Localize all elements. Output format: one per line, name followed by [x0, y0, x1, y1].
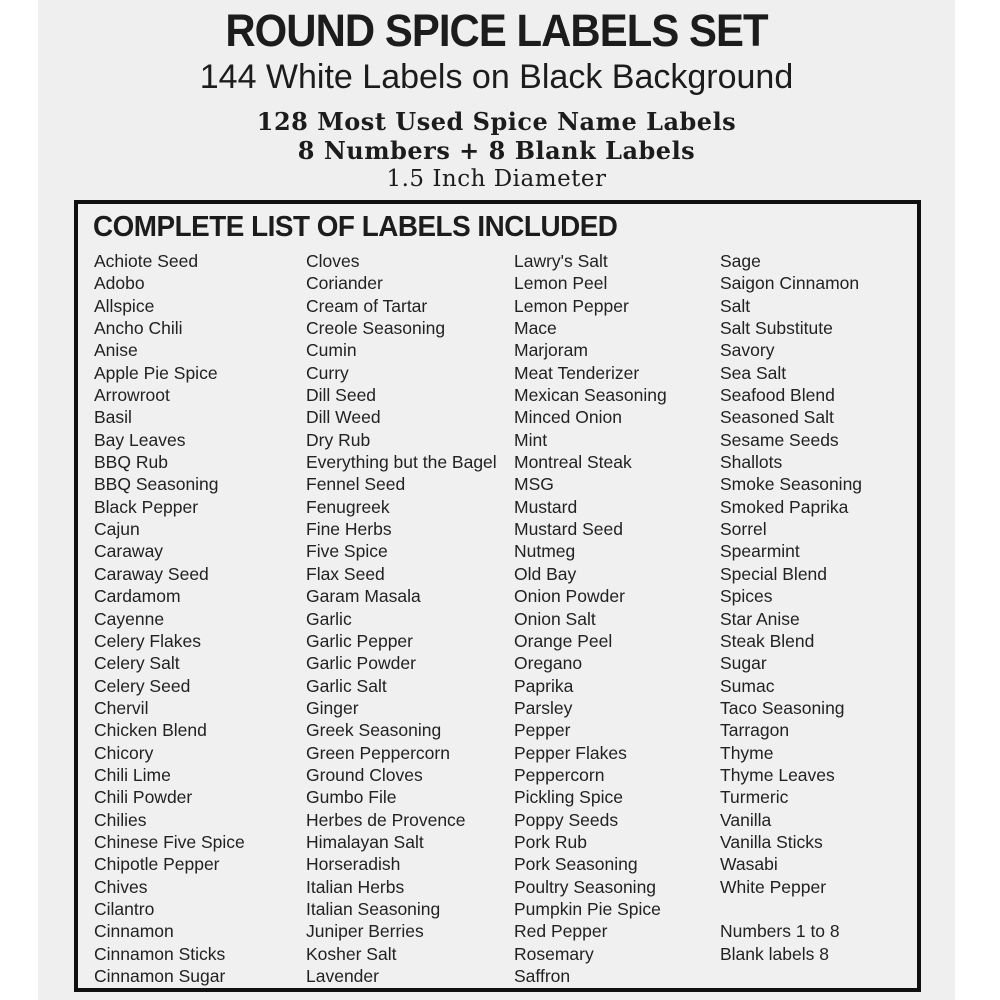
spice-label-item: Spearmint — [720, 541, 800, 562]
spice-label-item: MSG — [514, 474, 554, 495]
spice-label-item: Bay Leaves — [94, 429, 186, 450]
labels-columns — [94, 250, 917, 987]
spice-label-item: Garlic Pepper — [306, 630, 413, 651]
spice-label-item: Caraway Seed — [94, 563, 209, 584]
spice-label-item: Seafood Blend — [720, 385, 835, 406]
spice-label-item: Flax Seed — [306, 563, 385, 584]
spice-label-item: Apple Pie Spice — [94, 362, 218, 383]
spice-label-item: Pork Seasoning — [514, 854, 638, 875]
spice-label-item: Dill Weed — [306, 407, 381, 428]
spice-label-item: Dill Seed — [306, 385, 377, 406]
spice-label-item: Chicken Blend — [94, 720, 207, 741]
spice-label-item: Sumac — [720, 675, 775, 696]
spice-label-item: Special Blend — [720, 563, 828, 584]
spice-label-item: Pork Rub — [514, 831, 587, 852]
spice-label-item: Ancho Chili — [94, 318, 183, 339]
spice-label-item: Spices — [720, 586, 773, 607]
spice-label-item: Paprika — [514, 675, 574, 696]
spice-label-item: Five Spice — [306, 541, 388, 562]
detail-line-diameter: 1.5 Inch Diameter — [386, 166, 607, 192]
spice-label-item: Himalayan Salt — [306, 831, 424, 852]
spice-label-item: Savory — [720, 340, 775, 361]
detail-line-spice-count: 128 Most Used Spice Name Labels — [256, 107, 737, 136]
spice-label-item: Mexican Seasoning — [514, 385, 667, 406]
spice-label-item: Poultry Seasoning — [514, 876, 657, 897]
spice-label-item: Sesame Seeds — [720, 429, 839, 450]
spice-label-item: Chili Powder — [94, 787, 193, 808]
spice-label-item: Cajun — [94, 519, 140, 540]
spice-label-item: Fennel Seed — [306, 474, 406, 495]
spice-label-item: Saigon Cinnamon — [720, 273, 860, 294]
spice-label-item: Oregano — [514, 653, 583, 674]
spice-label-item: Garlic — [306, 608, 352, 629]
spice-label-item: Gumbo File — [306, 787, 397, 808]
spice-label-item: Chervil — [94, 697, 149, 718]
spice-label-item: Peppercorn — [514, 764, 605, 785]
spice-label-item: Cinnamon Sticks — [94, 943, 226, 964]
spice-label-item: Thyme — [720, 742, 774, 763]
spice-label-item: Sugar — [720, 653, 767, 674]
spice-label-item: Italian Seasoning — [306, 898, 441, 919]
spice-label-item: Garlic Powder — [306, 653, 416, 674]
spice-label-item: Dry Rub — [306, 429, 371, 450]
spice-label-item: Meat Tenderizer — [514, 362, 640, 383]
spice-label-item: Ground Cloves — [306, 764, 423, 785]
spice-label-item: Mint — [514, 429, 548, 450]
spice-label-item: Cinnamon Sugar — [94, 966, 226, 986]
header-details — [38, 107, 955, 194]
spice-label-item: White Pepper — [720, 876, 827, 897]
spice-label-item: Shallots — [720, 452, 783, 473]
spice-label-item: Lawry's Salt — [514, 251, 608, 271]
spice-label-item: Allspice — [94, 295, 155, 316]
spice-label-item: Cream of Tartar — [306, 295, 428, 316]
spice-label-item: Turmeric — [720, 787, 789, 808]
spice-label-item: Marjoram — [514, 340, 588, 361]
spice-label-item: Salt Substitute — [720, 318, 833, 339]
spice-label-item: Saffron — [514, 966, 571, 986]
spice-label-item: Garam Masala — [306, 586, 421, 607]
spice-label-item: Mustard — [514, 496, 578, 517]
labels-column-3 — [514, 250, 720, 987]
spice-label-item: Caraway — [94, 541, 164, 562]
labels-list-box — [74, 200, 921, 992]
spice-label-item: Tarragon — [720, 720, 790, 741]
spice-label-item: Pepper — [514, 720, 571, 741]
spice-label-item: Chinese Five Spice — [94, 831, 245, 852]
extra-label-item: Numbers 1 to 8 — [720, 921, 840, 942]
spice-label-item: Mace — [514, 318, 557, 339]
spice-label-item: Basil — [94, 407, 132, 428]
spice-label-item: Montreal Steak — [514, 452, 632, 473]
spice-label-item: Nutmeg — [514, 541, 576, 562]
spice-label-item: Celery Salt — [94, 653, 180, 674]
spice-label-item: BBQ Rub — [94, 452, 168, 473]
spice-label-item: Star Anise — [720, 608, 800, 629]
detail-line-numbers-blanks: 8 Numbers + 8 Blank Labels — [297, 136, 696, 165]
spice-label-item: Kosher Salt — [306, 943, 397, 964]
spice-label-item: Onion Salt — [514, 608, 596, 629]
spice-label-item: Smoke Seasoning — [720, 474, 863, 495]
spice-label-item: Pepper Flakes — [514, 742, 627, 763]
spice-label-item: Vanilla — [720, 809, 772, 830]
spice-label-item: Chicory — [94, 742, 154, 763]
spice-label-item: Ginger — [306, 697, 359, 718]
spice-label-item: Vanilla Sticks — [720, 831, 823, 852]
spice-label-item: Anise — [94, 340, 138, 361]
spice-label-item: Curry — [306, 362, 349, 383]
spice-label-item: Achiote Seed — [94, 251, 199, 271]
spice-label-item: Mustard Seed — [514, 519, 623, 540]
labels-column-1 — [94, 250, 306, 987]
spice-label-item: Adobo — [94, 273, 145, 294]
page-title: ROUND SPICE LABELS SET — [225, 5, 768, 56]
spice-label-item: Sage — [720, 251, 761, 271]
spice-label-item: Coriander — [306, 273, 383, 294]
spice-label-item: Sea Salt — [720, 362, 787, 383]
spice-label-item: Garlic Salt — [306, 675, 387, 696]
label-sheet — [38, 0, 955, 1000]
spice-label-item: Red Pepper — [514, 921, 608, 942]
spice-label-item: Arrowroot — [94, 385, 170, 406]
page-subtitle: 144 White Labels on Black Background — [199, 58, 794, 96]
spice-label-item: Chili Lime — [94, 764, 171, 785]
spice-label-item: Cloves — [306, 251, 360, 271]
spice-label-item: Juniper Berries — [306, 921, 424, 942]
spice-label-item: Everything but the Bagel — [306, 452, 497, 473]
spice-label-item: Smoked Paprika — [720, 496, 849, 517]
spice-label-item: Pumpkin Pie Spice — [514, 898, 661, 919]
spice-label-item: Orange Peel — [514, 630, 613, 651]
spice-label-item: Cayenne — [94, 608, 165, 629]
spice-label-item: Old Bay — [514, 563, 577, 584]
spice-label-item: Taco Seasoning — [720, 697, 845, 718]
column-spacer — [720, 898, 917, 920]
spice-label-item: Sorrel — [720, 519, 767, 540]
spice-label-item: Fine Herbs — [306, 519, 392, 540]
spice-label-item: Thyme Leaves — [720, 764, 835, 785]
spice-label-item: Green Peppercorn — [306, 742, 450, 763]
spice-label-item: Cumin — [306, 340, 357, 361]
spice-label-item: Parsley — [514, 697, 573, 718]
spice-label-item: Black Pepper — [94, 496, 199, 517]
spice-label-item: Chipotle Pepper — [94, 854, 220, 875]
spice-label-item: Wasabi — [720, 854, 778, 875]
spice-label-item: Cilantro — [94, 898, 155, 919]
spice-label-item: Celery Seed — [94, 675, 191, 696]
spice-label-item: Chilies — [94, 809, 147, 830]
spice-label-item: Lemon Peel — [514, 273, 608, 294]
spice-label-item: Creole Seasoning — [306, 318, 446, 339]
labels-column-2 — [306, 250, 514, 987]
spice-label-item: Seasoned Salt — [720, 407, 834, 428]
spice-label-item: Cardamom — [94, 586, 181, 607]
spice-label-item: Cinnamon — [94, 921, 174, 942]
spice-label-item: Celery Flakes — [94, 630, 201, 651]
spice-label-item: Onion Powder — [514, 586, 625, 607]
spice-label-item: Salt — [720, 295, 751, 316]
spice-label-item: Poppy Seeds — [514, 809, 619, 830]
labels-column-4 — [720, 250, 917, 987]
spice-label-item: BBQ Seasoning — [94, 474, 219, 495]
list-box-heading: COMPLETE LIST OF LABELS INCLUDED — [93, 211, 618, 243]
spice-label-item: Horseradish — [306, 854, 401, 875]
spice-label-item: Rosemary — [514, 943, 594, 964]
extra-label-item: Blank labels 8 — [720, 943, 829, 964]
spice-label-item: Chives — [94, 876, 148, 897]
spice-label-item: Italian Herbs — [306, 876, 405, 897]
spice-label-item: Lemon Pepper — [514, 295, 629, 316]
spice-label-item: Lavender — [306, 966, 379, 986]
spice-label-item: Fenugreek — [306, 496, 390, 517]
spice-label-item: Herbes de Provence — [306, 809, 466, 830]
spice-label-item: Greek Seasoning — [306, 720, 442, 741]
spice-label-item: Minced Onion — [514, 407, 622, 428]
spice-label-item: Steak Blend — [720, 630, 815, 651]
spice-label-item: Pickling Spice — [514, 787, 623, 808]
